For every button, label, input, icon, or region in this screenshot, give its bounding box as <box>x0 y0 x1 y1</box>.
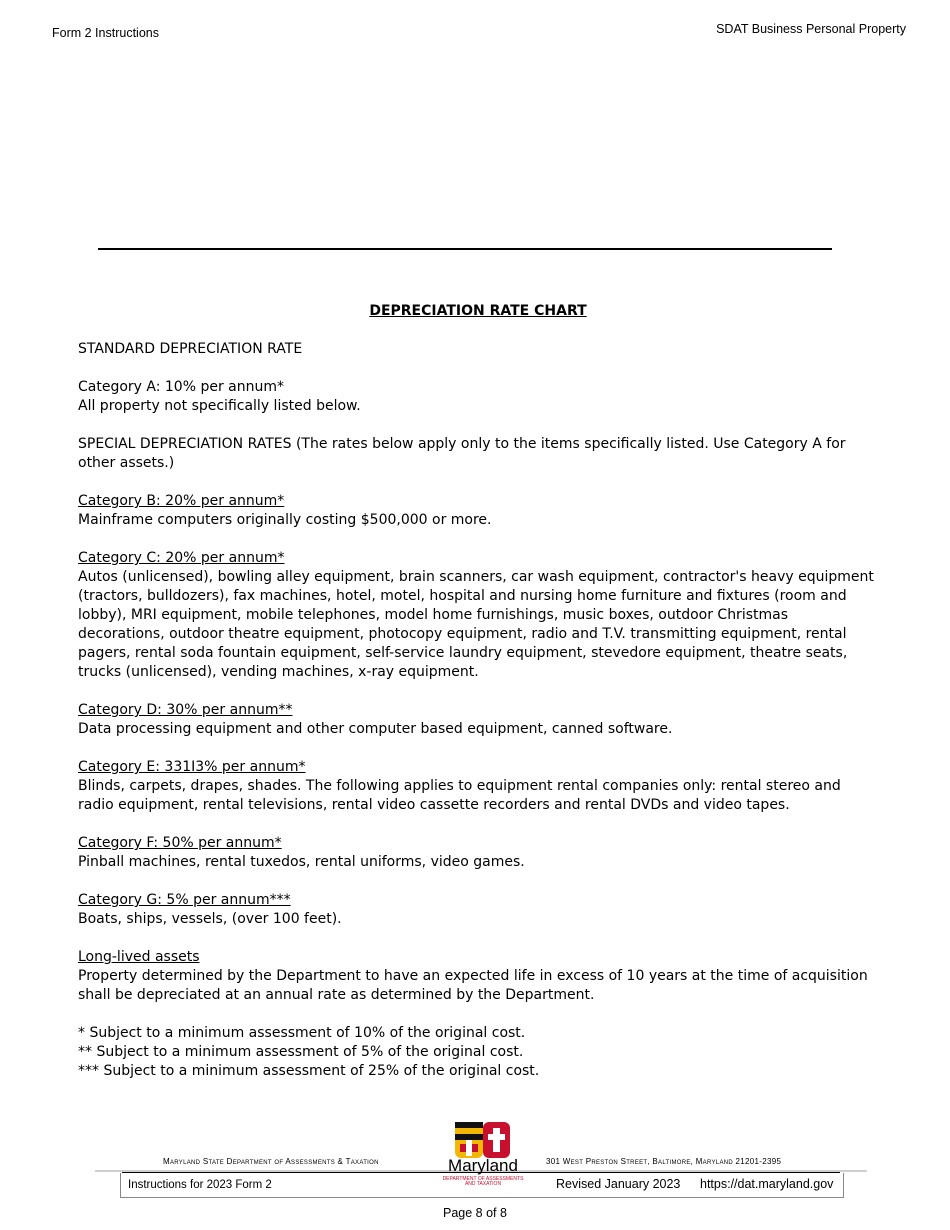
category-heading: Category D: 30% per annum** <box>78 702 293 718</box>
category-e <box>78 758 878 815</box>
category-text: Data processing equipment and other computer based equipment, canned software. <box>78 721 673 737</box>
logo-word: Maryland <box>448 1156 518 1175</box>
header-left: Form 2 Instructions <box>52 26 159 40</box>
maryland-logo <box>438 1120 528 1192</box>
footnote: ** Subject to a minimum assessment of 5% of the original cost. <box>78 1044 524 1060</box>
header-right: SDAT Business Personal Property <box>716 22 906 36</box>
category-heading: Category C: 20% per annum* <box>78 550 285 566</box>
special-heading: SPECIAL DEPRECIATION RATES (The rates below apply only to the items specifically listed. Use Category A for other assets.) <box>78 436 846 471</box>
footer-revised: Revised January 2023 <box>556 1177 681 1191</box>
page-number: Page 8 of 8 <box>443 1206 507 1220</box>
footnote: *** Subject to a minimum assessment of 25% of the original cost. <box>78 1063 540 1079</box>
category-heading: Category F: 50% per annum* <box>78 835 282 851</box>
footer-url[interactable]: https://dat.maryland.gov <box>700 1177 834 1191</box>
category-heading: Category G: 5% per annum*** <box>78 892 291 908</box>
page-title: DEPRECIATION RATE CHART <box>369 303 587 319</box>
category-b <box>78 492 878 530</box>
category-text: Property determined by the Department to have an expected life in excess of 10 years at the time of acquisition shall be depreciated at an annual rate as determined by the Department. <box>78 968 868 1003</box>
category-text: Autos (unlicensed), bowling alley equipment, brain scanners, car wash equipment, contractor's heavy equipment (tractors, bulldozers), fax machines, hotel, motel, hospital and nursing home furniture and fixtures (room and lobby), MRI equipment, mobile telephones, model home furnishings, music boxes, outdoor Christmas decorations, outdoor theatre equipment, photocopy equipment, radio and T.V. transmitting equipment, rental pagers, rental soda fountain equipment, self-service laundry equipment, stevedore equipment, theatre seats, trucks (unlicensed), vending machines, x-ray equipment. <box>78 569 874 680</box>
category-a-text: All property not specifically listed below. <box>78 398 361 414</box>
footnotes <box>78 1024 878 1081</box>
horizontal-rule <box>98 248 832 250</box>
category-d <box>78 701 878 739</box>
category-text: Boats, ships, vessels, (over 100 feet). <box>78 911 342 927</box>
category-text: Mainframe computers originally costing $500,000 or more. <box>78 512 492 528</box>
footer-department: Maryland State Department of Assessments & Taxation <box>163 1157 379 1166</box>
footer-address: 301 West Preston Street, Baltimore, Maryland 21201-2395 <box>546 1157 782 1166</box>
category-a <box>78 378 878 416</box>
category-heading: Category E: 331I3% per annum* <box>78 759 306 775</box>
footnote: * Subject to a minimum assessment of 10% of the original cost. <box>78 1025 526 1041</box>
category-g <box>78 891 878 929</box>
logo-subtitle: DEPARTMENT OF ASSESSMENTS AND TAXATION <box>442 1176 524 1187</box>
footer-instructions: Instructions for 2023 Form 2 <box>128 1179 272 1191</box>
category-text: Blinds, carpets, drapes, shades. The following applies to equipment rental companies only: rental stereo and radio equipment, rental televisions, rental video cassette recorders and rental DVDs and video tapes. <box>78 778 841 813</box>
maryland-flag-icon <box>438 1120 528 1160</box>
category-c <box>78 549 878 682</box>
category-heading: Long-lived assets <box>78 949 200 965</box>
category-heading: Category B: 20% per annum* <box>78 493 285 509</box>
standard-heading: STANDARD DEPRECIATION RATE <box>78 341 303 357</box>
document-body <box>78 302 878 1081</box>
category-text: Pinball machines, rental tuxedos, rental uniforms, video games. <box>78 854 525 870</box>
category-a-heading: Category A: 10% per annum* <box>78 379 285 395</box>
long-lived-assets <box>78 948 878 1005</box>
category-f <box>78 834 878 872</box>
